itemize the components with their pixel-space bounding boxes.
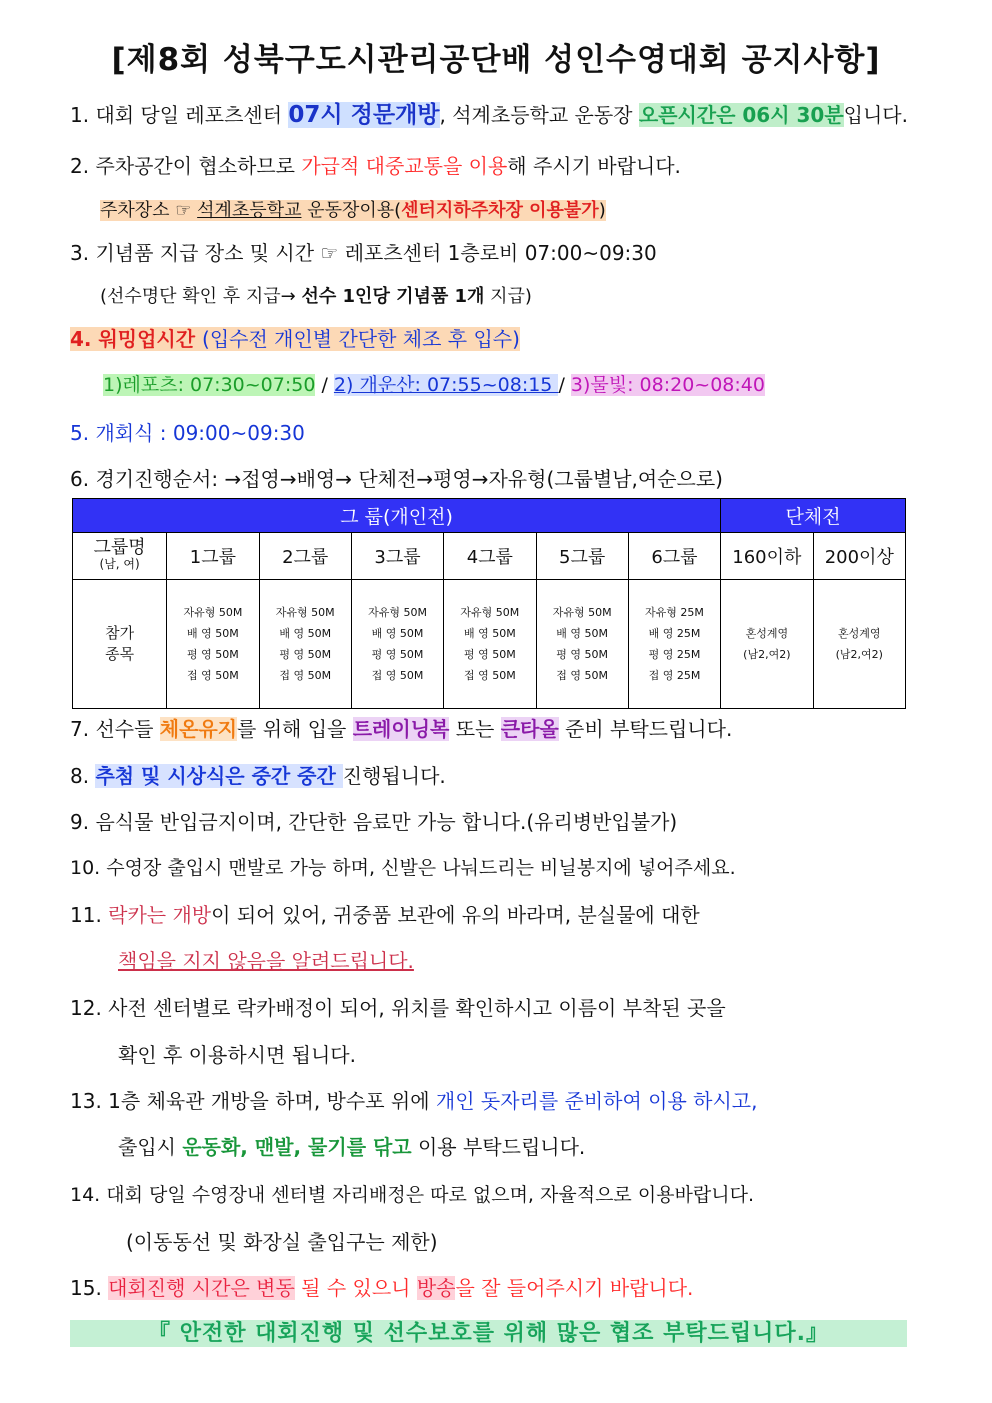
parking-info (100, 196, 606, 222)
warmup-mulbit: 3)물빛: 08:20~08:40 (570, 374, 765, 396)
text: 7. 선수들 (70, 717, 160, 741)
notice-item-9: 9. 음식물 반입금지이며, 간단한 음료만 가능 합니다.(유리병반입불가) (70, 810, 678, 834)
event-table (72, 498, 906, 709)
text: 석계초등학교 (197, 200, 302, 221)
souvenir-note (100, 282, 532, 308)
text: 이용 부탁드립니다. (411, 1135, 586, 1159)
group-col: 6그룹 (628, 533, 720, 580)
notice-item-6: 6. 경기진행순서: →접영→배영→ 단체전→평영→자유형(그룹별남,여순으로) (70, 467, 723, 491)
text: 추첨 및 시상식은 중간 중간 (95, 764, 343, 788)
text: 배 영 50M (371, 627, 424, 640)
text: 평 영 25M (648, 648, 701, 661)
parking-warning: 센터지하주차장 이용불가 (401, 200, 599, 221)
text: 평 영 50M (556, 648, 609, 661)
text: 자유형 50M (552, 606, 612, 619)
text: 8. (70, 764, 96, 788)
text: 평 영 50M (187, 648, 239, 661)
notice-item-11-cont (118, 945, 414, 974)
text: 평 영 50M (463, 648, 516, 661)
text: 접 영 50M (279, 669, 332, 682)
text: 4. 워밍업시간 (70, 327, 203, 351)
text: 체온유지 (159, 717, 238, 741)
text: 1. 대회 당일 레포츠센터 (70, 103, 289, 127)
team-col: 160이하 (721, 533, 813, 580)
event-list (536, 580, 628, 709)
notice-item-13-cont (118, 1131, 585, 1160)
text: 입니다. (843, 103, 908, 127)
text: 접 영 50M (556, 669, 609, 682)
group-header: 그 룹(개인전) (73, 499, 721, 533)
event-list (444, 580, 536, 709)
text: 개인 돗자리를 준비하여 이용 하시고, (435, 1089, 758, 1113)
event-list (351, 580, 443, 709)
page-title: [제8회 성북구도시관리공단배 성인수영대회 공지사항] (111, 42, 881, 78)
text: 책임을 지지 않음을 알려드립니다. (118, 949, 414, 973)
text: 운동장이용( (301, 200, 402, 221)
group-col: 1그룹 (167, 533, 259, 580)
text: 방송 (416, 1276, 456, 1300)
notice-item-14: 14. 대회 당일 수영장내 센터별 자리배정은 따로 없으며, 자율적으로 이용바랍니다. (70, 1184, 754, 1206)
notice-item-1 (70, 96, 908, 129)
notice-item-3: 3. 기념품 지급 장소 및 시간 ☞ 레포츠센터 1층로비 07:00~09:30 (70, 241, 657, 265)
text: 를 위해 입을 (237, 717, 353, 741)
text: 진행됩니다. (342, 764, 446, 788)
text: 을 잘 들어주시기 바랍니다. (455, 1276, 694, 1300)
notice-item-11 (70, 899, 922, 928)
relay-event (813, 580, 905, 709)
text: 혼성계영 (838, 627, 881, 640)
relay-event (721, 580, 813, 709)
gate-open-time: 07시 정문개방 (288, 102, 440, 128)
text: 접 영 50M (463, 669, 516, 682)
notice-item-10: 10. 수영장 출입시 맨발로 가능 하며, 신발은 나눠드리는 비닐봉지에 넣어주세요. (70, 857, 736, 879)
group-name-label (73, 533, 167, 580)
warmup-gaeunsan: 2) 개운산: 07:55~08:15 (333, 374, 559, 396)
text: 접 영 50M (187, 669, 239, 682)
text: 종목 (105, 645, 135, 663)
group-col: 5그룹 (536, 533, 628, 580)
text: 대회진행 시간은 변동 (108, 1276, 295, 1300)
text: / (315, 374, 334, 396)
notice-item-4 (70, 323, 520, 352)
text: 될 수 있으니 (294, 1276, 417, 1300)
text: 이 되어 있어, 귀중품 보관에 유의 바라며, 분실물에 대한 (211, 903, 700, 927)
text: 큰타올 (500, 717, 559, 741)
notice-item-13 (70, 1085, 757, 1114)
team-col: 200이상 (813, 533, 905, 580)
event-list (167, 580, 259, 709)
text: 접 영 25M (648, 669, 701, 682)
team-header: 단체전 (721, 499, 906, 533)
text: 2. 주차공간이 협소하므로 (70, 154, 302, 178)
text: 그룹명 (93, 537, 146, 558)
notice-item-12-cont: 확인 후 이용하시면 됩니다. (118, 1043, 356, 1067)
notice-item-8 (70, 760, 446, 789)
text: / (558, 374, 571, 396)
group-col: 2그룹 (259, 533, 351, 580)
text: (선수명단 확인 후 지급→ (100, 286, 302, 307)
group-col: 3그룹 (351, 533, 443, 580)
text: 평 영 50M (371, 648, 424, 661)
text: 자유형 50M (275, 606, 335, 619)
text: 운동화, 맨발, 물기를 닦고 (182, 1135, 412, 1159)
text: 자유형 25M (645, 606, 704, 619)
public-transport-note: 가급적 대중교통을 이용 (301, 154, 508, 178)
text: 자유형 50M (183, 606, 243, 619)
text: 또는 (449, 717, 501, 741)
text: 트레이닝복 (352, 717, 450, 741)
group-col: 4그룹 (444, 533, 536, 580)
text: 자유형 50M (460, 606, 520, 619)
text: 주차장소 ☞ (100, 200, 198, 221)
text: 13. 1층 체육관 개방을 하며, 방수포 위에 (70, 1089, 436, 1113)
warmup-schedule (103, 370, 765, 397)
text: 15. (70, 1276, 109, 1300)
event-label (73, 580, 167, 709)
notice-item-2 (70, 150, 681, 179)
text: 혼성계영 (745, 627, 789, 640)
closing-message: 『 안전한 대회진행 및 선수보호를 위해 많은 협조 부탁드립니다.』 (70, 1320, 907, 1347)
notice-item-15 (70, 1272, 693, 1301)
text: 접 영 50M (371, 669, 424, 682)
warmup-leports: 1)레포츠: 07:30~07:50 (103, 374, 316, 396)
text: (남2,여2) (743, 648, 791, 661)
text: 평 영 50M (279, 648, 332, 661)
text: 11. (70, 903, 109, 927)
notice-item-12: 12. 사전 센터별로 락카배정이 되어, 위치를 확인하시고 이름이 부착된 곳을 (70, 996, 726, 1020)
notice-item-5: 5. 개회식 : 09:00~09:30 (70, 421, 305, 445)
event-list (259, 580, 351, 709)
text: 해 주시기 바랍니다. (507, 154, 681, 178)
text: 배 영 50M (187, 627, 239, 640)
text: 배 영 25M (648, 627, 701, 640)
text: , 석계초등학교 운동장 (439, 103, 639, 127)
text: 배 영 50M (279, 627, 332, 640)
text: 배 영 50M (556, 627, 609, 640)
text: (남2,여2) (835, 648, 883, 661)
text: 지급) (484, 286, 532, 307)
event-list (628, 580, 720, 709)
text: ) (598, 200, 606, 221)
text: (남, 여) (99, 557, 140, 571)
text: 참가 (105, 624, 135, 642)
notice-item-14-cont: (이동동선 및 화장실 출입구는 제한) (126, 1230, 438, 1254)
text: 락카는 개방 (108, 903, 212, 927)
open-time: 오픈시간은 06시 30분 (638, 103, 844, 127)
notice-item-7 (70, 713, 732, 742)
text: (입수전 개인별 간단한 체조 후 입수) (202, 327, 520, 351)
text: 배 영 50M (463, 627, 516, 640)
text: 자유형 50M (368, 606, 427, 619)
text: 준비 부탁드립니다. (558, 717, 733, 741)
text: 선수 1인당 기념품 1개 (301, 286, 485, 307)
text: 출입시 (118, 1135, 183, 1159)
